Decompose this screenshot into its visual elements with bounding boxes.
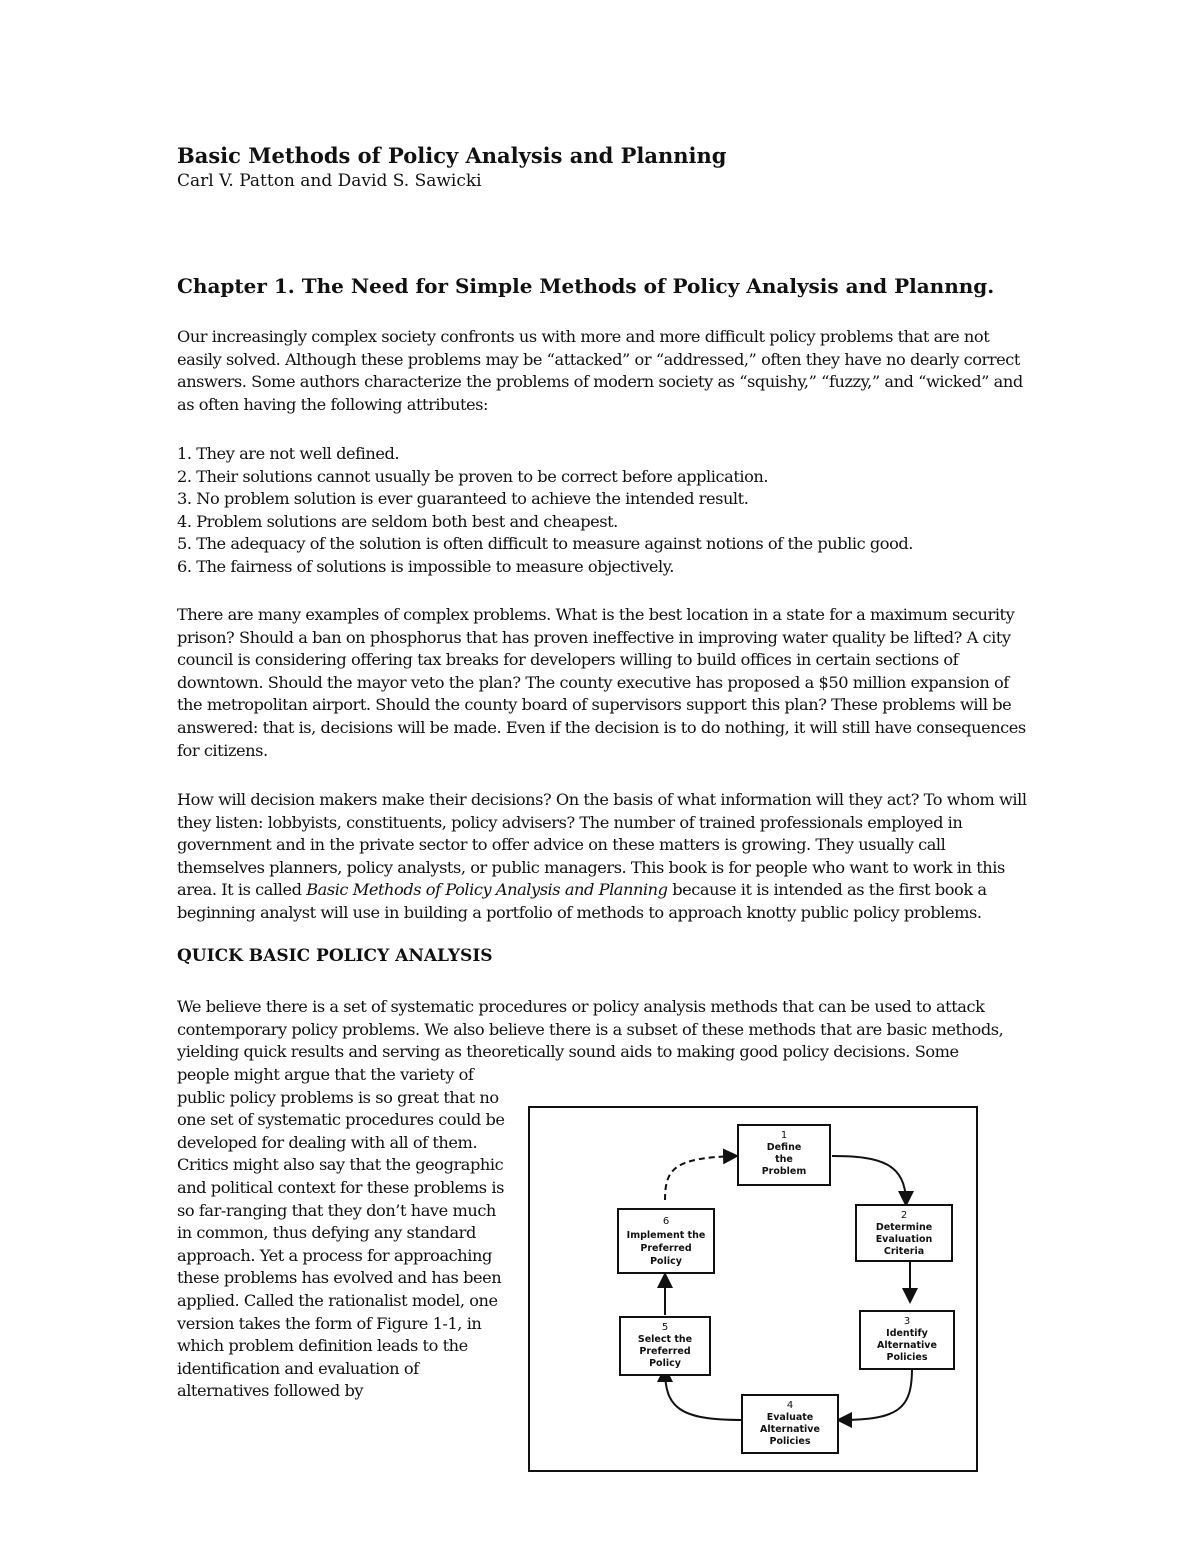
book-title-italic: Basic Methods of Policy Analysis and Planning — [306, 880, 668, 900]
step-label: Evaluation — [875, 1234, 933, 1245]
step-label: Determine — [875, 1222, 933, 1233]
step-number: 6 — [662, 1216, 670, 1227]
arrow-6-to-1-dashed — [665, 1156, 735, 1200]
step-label: Policies — [769, 1436, 811, 1447]
figure-rationalist-model — [528, 1106, 978, 1472]
list-item: 5. The adequacy of the solution is often difficult to measure against notions of the public good. — [177, 534, 913, 554]
section-heading: QUICK BASIC POLICY ANALYSIS — [177, 946, 493, 966]
arrow-3-to-4 — [840, 1368, 912, 1420]
step-label: Identify — [886, 1328, 928, 1339]
list-item: 1. They are not well defined. — [177, 444, 400, 463]
intro-paragraph: Our increasingly complex society confronts us with more and more difficult policy problems that are not easily solved. Although these problems may be “attacked” or “addressed,” often they have no dearly correct answers. Some authors characterize the problems of modern society as “squishy,” “fuzzy,” and “wicked” and as often having the following attributes: — [177, 327, 1023, 414]
step-label: Alternative — [760, 1424, 820, 1435]
attributes-list — [177, 443, 913, 579]
step-number: 3 — [903, 1316, 911, 1327]
step-label: Preferred — [640, 1243, 692, 1254]
figure-diagram — [530, 1108, 975, 1469]
list-item: 2. Their solutions cannot usually be proven to be correct before application. — [177, 466, 769, 486]
chapter-heading: Chapter 1. The Need for Simple Methods of Policy Analysis and Plannng. — [177, 274, 995, 298]
step-label: Define — [766, 1142, 802, 1153]
step-label: Policy — [650, 1256, 682, 1267]
step-number: 4 — [786, 1400, 794, 1411]
list-item: 3. No problem solution is ever guaranteed to achieve the intended result. — [177, 489, 749, 509]
step-label: Select the — [637, 1334, 693, 1345]
step-number: 5 — [661, 1322, 669, 1333]
wrapped-paragraph: people might argue that the variety of public policy problems is so great that no one set of systematic procedures could be developed for dealing with all of them. Critics might also say that the geographic and political context for these problems is so far-ranging that they don’t have much in common, thus defying any standard approach. Yet a process for approaching these problems has evolved and has been applied. Called the rationalist model, one version takes the form of Figure 1-1, in which problem definition leads to the identification and evaluation of alternatives followed by — [177, 1065, 505, 1401]
step-label: Alternative — [877, 1340, 937, 1351]
step-label: Policies — [886, 1352, 928, 1363]
list-item: 6. The fairness of solutions is impossible to measure objectively. — [177, 556, 674, 576]
paragraph-text: How will decision makers make their decisions? On the basis of what information will they act? To whom will they listen: lobbyists, constituents, policy advisers? The number of trained professionals employed in government and in the private sector to offer advice on these matters is growing. They usually call themselves planners, policy analysts, or public managers. This book is for people who want to work in this area. It is called — [177, 790, 1027, 900]
paragraph-text: because it is intended as the first book a beginning analyst will use in building a portfolio of methods to approach knotty public policy problems. — [177, 880, 987, 922]
step-number: 2 — [900, 1210, 908, 1221]
arrow-1-to-2 — [832, 1156, 906, 1203]
arrow-4-to-5 — [665, 1370, 742, 1420]
step-label: Implement the — [626, 1230, 706, 1241]
step-label: Criteria — [883, 1246, 925, 1257]
document-authors: Carl V. Patton and David S. Sawicki — [177, 171, 482, 191]
step-label: Evaluate — [766, 1412, 814, 1423]
quick-analysis-paragraph: We believe there is a set of systematic procedures or policy analysis methods that can be used to attack contemporary policy problems. We also believe there is a subset of these methods that are basic methods, yielding quick results and serving as theoretically sound aids to making good policy decisions. Some — [177, 997, 1004, 1062]
examples-paragraph: There are many examples of complex problems. What is the best location in a state for a maximum security prison? Should a ban on phosphorus that has proven ineffective in improving water quality be lifted? A city council is considering offering tax breaks for developers willing to build offices in certain sections of downtown. Should the mayor veto the plan? The county executive has proposed a $50 million expansion of the metropolitan airport. Should the county board of supervisors support this plan? These problems will be answered: that is, decisions will be made. Even if the decision is to do nothing, it will still have consequences for citizens. — [177, 605, 1026, 760]
step-label: Policy — [649, 1358, 681, 1369]
step-label: Preferred — [639, 1346, 691, 1357]
document-title: Basic Methods of Policy Analysis and Planning — [177, 143, 727, 168]
decision-makers-paragraph — [177, 789, 1037, 925]
list-item: 4. Problem solutions are seldom both best and cheapest. — [177, 511, 618, 531]
step-label: the — [775, 1154, 793, 1165]
step-number: 1 — [780, 1130, 788, 1141]
step-label: Problem — [761, 1166, 807, 1177]
